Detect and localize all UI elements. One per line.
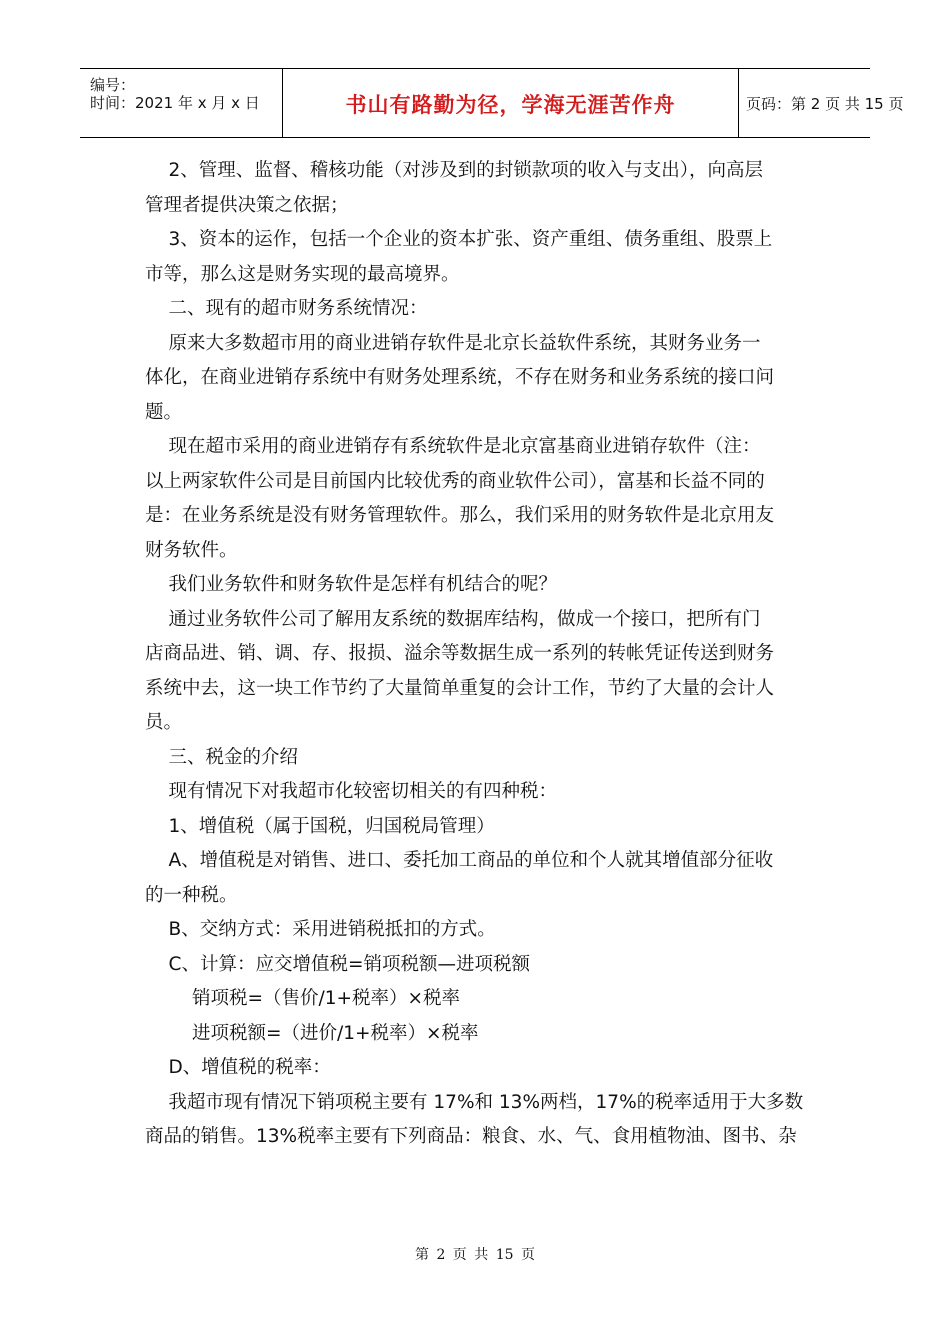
body-line: 原来大多数超市用的商业进销存软件是北京长益软件系统，其财务业务一 <box>145 332 761 354</box>
header-motto: 书山有路勤为径，学海无涯苦作舟 <box>345 92 676 117</box>
header-motto-cell <box>282 69 739 137</box>
body-line: A、增值税是对销售、进口、委托加工商品的单位和个人就其增值部分征收 <box>145 850 774 871</box>
body-line: C、计算：应交增值税=销项税额—进项税额 <box>145 953 530 975</box>
body-line: B、交纳方式：采用进销税抵扣的方式。 <box>145 919 496 940</box>
body-line: 财务软件。 <box>145 539 238 561</box>
header-page-cell <box>738 69 904 137</box>
body-line: 的一种税。 <box>145 884 238 906</box>
section-heading: 三、税金的介绍 <box>145 746 299 768</box>
body-line: 通过业务软件公司了解用友系统的数据库结构，做成一个接口，把所有门 <box>145 608 761 630</box>
body-line: 我超市现有情况下销项税主要有 17%和 13%两档，17%的税率适用于大多数 <box>145 1091 804 1113</box>
body-line: 系统中去，这一块工作节约了大量简单重复的会计工作，节约了大量的会计人 <box>145 677 775 699</box>
body-line: 1、增值税（属于国税，归国税局管理） <box>145 815 495 837</box>
body-line: 我们业务软件和财务软件是怎样有机结合的呢？ <box>145 574 558 595</box>
body-line: 以上两家软件公司是目前国内比较优秀的商业软件公司），富基和长益不同的 <box>145 470 765 492</box>
body-line: 现有情况下对我超市化较密切相关的有四种税： <box>145 781 558 802</box>
body-line: 员。 <box>145 712 183 733</box>
body-line: 市等，那么这是财务实现的最高境界。 <box>145 263 460 285</box>
page-header <box>80 68 904 138</box>
formula-line: 进项税额=（进价/1+税率）×税率 <box>145 1022 479 1044</box>
body-line: 3、资本的运作，包括一个企业的资本扩张、资产重组、债务重组、股票上 <box>145 229 773 250</box>
document-date: 时间：2021 年 x 月 x 日 <box>90 94 260 112</box>
page-footer: 第 2 页 共 15 页 <box>415 1247 535 1263</box>
document-body <box>145 154 810 1155</box>
body-line: 体化，在商业进销存系统中有财务处理系统，不存在财务和业务系统的接口问 <box>145 367 775 388</box>
header-page-info: 页码：第 2 页 共 15 页 <box>746 95 904 113</box>
body-line: D、增值税的税率： <box>145 1057 331 1078</box>
body-line: 现在超市采用的商业进销存有系统软件是北京富基商业进销存软件（注： <box>145 436 761 457</box>
body-line: 是：在业务系统是没有财务管理软件。那么，我们采用的财务软件是北京用友 <box>145 505 775 526</box>
body-line: 管理者提供决策之依据； <box>145 194 349 216</box>
section-heading: 二、现有的超市财务系统情况： <box>145 298 428 319</box>
body-line: 2、管理、监督、稽核功能（对涉及到的封锁款项的收入与支出），向高层 <box>145 160 764 181</box>
body-line: 商品的销售。13%税率主要有下列商品：粮食、水、气、食用植物油、图书、杂 <box>145 1126 797 1147</box>
body-line: 题。 <box>145 401 183 423</box>
document-number-label: 编号： <box>90 76 136 94</box>
body-line: 店商品进、销、调、存、报损、溢余等数据生成一系列的转帐凭证传送到财务 <box>145 643 775 664</box>
formula-line: 销项税=（售价/1+税率）×税率 <box>145 988 461 1009</box>
header-meta-cell <box>80 69 282 137</box>
